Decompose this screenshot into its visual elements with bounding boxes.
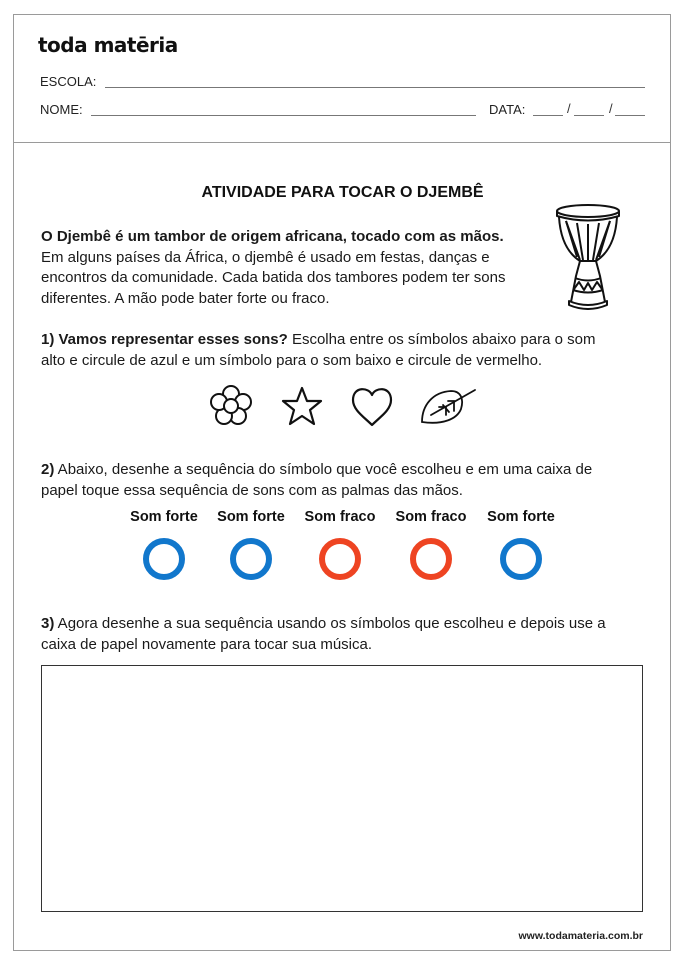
question-1: [41, 330, 595, 371]
intro-paragraph: [41, 227, 505, 309]
page-title: ATIVIDADE PARA TOCAR O DJEMBÊ: [201, 184, 484, 201]
question-1-number: 1) Vamos representar esses sons?: [41, 331, 288, 348]
weak-sound-circle: [410, 538, 452, 580]
school-field[interactable]: [105, 87, 645, 88]
footer-url[interactable]: www.todamateria.com.br: [518, 930, 643, 942]
strong-sound-circle: [500, 538, 542, 580]
djembe-drum-icon: [553, 203, 623, 310]
question-2-number: 2): [41, 461, 55, 478]
name-label: NOME:: [40, 102, 83, 117]
leaf-icon[interactable]: [419, 385, 477, 427]
intro-line: Em alguns países da África, o djembê é usado em festas, danças e: [41, 248, 490, 266]
name-field[interactable]: [91, 115, 476, 116]
sequence-label: Som forte: [487, 509, 555, 525]
date-day-field[interactable]: [533, 115, 563, 116]
weak-sound-circle: [319, 538, 361, 580]
question-3-text: Agora desenhe a sua sequência usando os símbolos que escolheu e depois use a: [54, 615, 606, 632]
date-month-field[interactable]: [574, 115, 604, 116]
logo: toda matēria: [38, 33, 178, 57]
question-1-text: Escolha entre os símbolos abaixo para o som: [287, 331, 596, 348]
header-divider: [13, 142, 671, 143]
flower-icon[interactable]: [209, 385, 253, 427]
question-2: [41, 460, 592, 501]
question-3: [41, 614, 606, 655]
school-label: ESCOLA:: [40, 74, 97, 89]
sequence-label: Som fraco: [395, 509, 467, 525]
date-separator: /: [567, 101, 571, 116]
intro-bold: O Djembê é um tambor de origem africana, tocado com as mãos.: [41, 228, 504, 245]
sequence-label: Som fraco: [304, 509, 376, 525]
drawing-area[interactable]: [41, 665, 643, 912]
question-1-text: alto e circule de azul e um símbolo para o som baixo e circule de vermelho.: [41, 351, 543, 369]
question-3-text: caixa de papel novamente para tocar sua música.: [41, 635, 373, 653]
question-3-number: 3): [41, 615, 55, 632]
heart-icon[interactable]: [350, 385, 394, 427]
intro-line: diferentes. A mão pode bater forte ou fraco.: [41, 289, 330, 307]
date-label: DATA:: [489, 102, 526, 117]
date-year-field[interactable]: [615, 115, 645, 116]
strong-sound-circle: [230, 538, 272, 580]
intro-line: encontros da comunidade. Cada batida dos tambores podem ter sons: [41, 269, 506, 286]
question-2-text: papel toque essa sequência de sons com as palmas das mãos.: [41, 481, 463, 499]
question-2-text: Abaixo, desenhe a sequência do símbolo que você escolheu e em uma caixa de: [54, 461, 593, 478]
date-separator: /: [609, 101, 613, 116]
strong-sound-circle: [143, 538, 185, 580]
sequence-label: Som forte: [217, 509, 285, 525]
star-icon[interactable]: [280, 385, 324, 427]
sequence-label: Som forte: [130, 509, 198, 525]
